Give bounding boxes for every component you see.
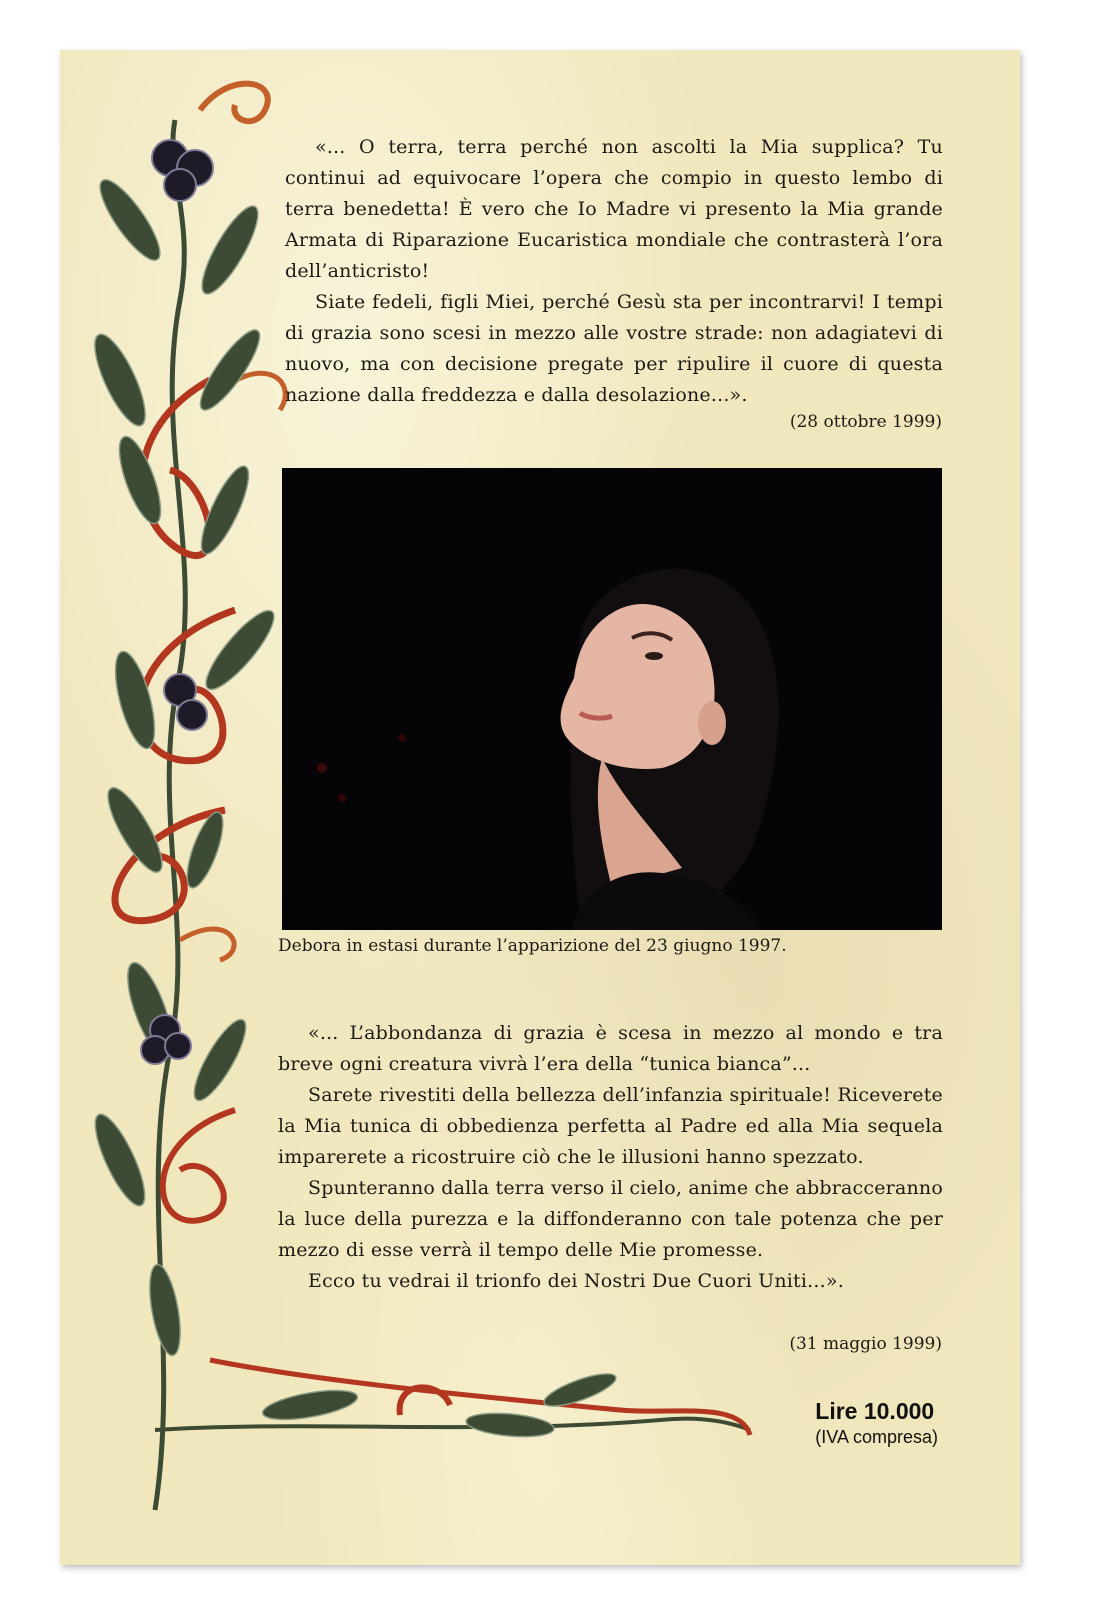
quote-2-paragraph-1: «... L’abbondanza di grazia è scesa in mezzo al mondo e tra breve ogni creatura vivrà l’era della “tunica bianca”... bbox=[278, 1022, 943, 1075]
portrait-illustration bbox=[282, 468, 942, 930]
quote-1-paragraph-2: Siate fedeli, figli Miei, perché Gesù sta per incontrarvi! I tempi di grazia sono scesi in mezzo alle vostre strade: non adagiatevi di nuovo, ma con decisione pregate per ripulire il cuore di questa nazione dalla freddezza e dalla desolazione...». bbox=[285, 291, 943, 406]
book-back-cover bbox=[60, 50, 1020, 1565]
quote-1-paragraph-1: «... O terra, terra perché non ascolti la Mia supplica? Tu continui ad equivocare l’opera che compio in questo lembo di terra benedetta! È vero che Io Madre vi presento la Mia grande Armata di Riparazione Eucaristica mondiale che contrasterà l’ora dell’anticristo! bbox=[285, 136, 943, 282]
quote-2-paragraph-2: Sarete rivestiti della bellezza dell’infanzia spirituale! Riceverete la Mia tunica di obbedienza perfetta al Padre ed alla Mia sequela imparerete a ricostruire ciò che le illusioni hanno spezzato. bbox=[278, 1084, 943, 1168]
photo-caption: Debora in estasi durante l’apparizione del 23 giugno 1997. bbox=[278, 936, 787, 956]
price-amount: Lire 10.000 bbox=[815, 1398, 935, 1424]
quote-2-paragraph-3: Spunteranno dalla terra verso il cielo, anime che abbracceranno la luce della purezza e la diffonderanno con tale potenza che per mezzo di esse verrà il tempo delle Mie promesse. bbox=[278, 1177, 943, 1261]
quote-1-date: (28 ottobre 1999) bbox=[789, 412, 942, 432]
price-label bbox=[815, 1398, 938, 1448]
photo-debora bbox=[282, 468, 942, 930]
quote-2 bbox=[278, 1018, 943, 1297]
quote-1 bbox=[285, 132, 943, 411]
quote-2-date: (31 maggio 1999) bbox=[789, 1334, 942, 1354]
quote-2-paragraph-4: Ecco tu vedrai il trionfo dei Nostri Due Cuori Uniti...». bbox=[308, 1270, 844, 1292]
price-note: (IVA compresa) bbox=[815, 1427, 938, 1447]
